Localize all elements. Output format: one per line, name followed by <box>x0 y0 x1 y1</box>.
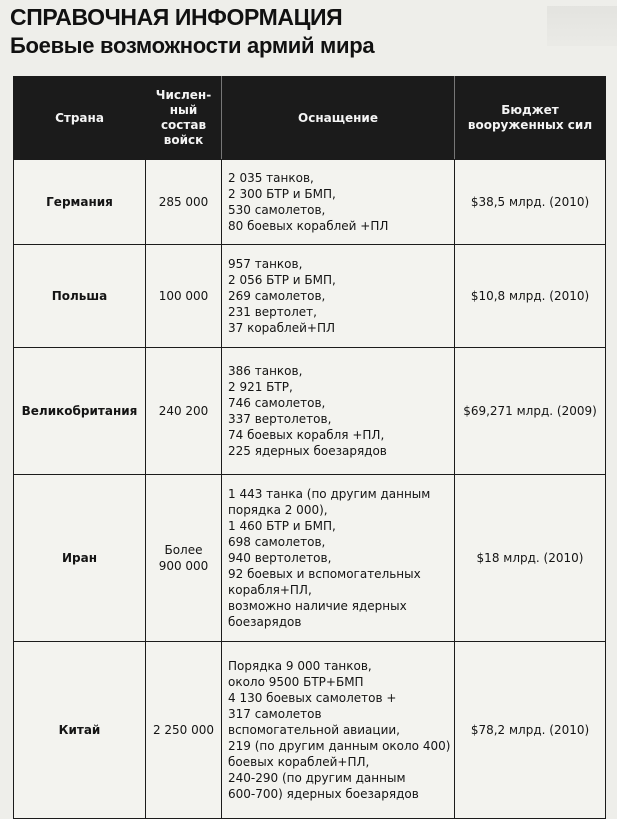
troops-line: 285 000 <box>158 195 209 209</box>
equipment-cell <box>222 475 455 642</box>
budget-cell: $18 млрд. (2010) <box>455 475 606 642</box>
troops-cell <box>146 475 222 642</box>
scan-bleed-through <box>547 6 617 46</box>
equipment-line: боевых кораблей+ПЛ, <box>228 755 370 769</box>
troops-line: 2 250 000 <box>152 723 215 737</box>
equipment-line: 219 (по другим данным около 400) <box>228 739 451 753</box>
troops-cell <box>146 160 222 245</box>
column-header-budget <box>455 77 606 160</box>
equipment-line: боезарядов <box>228 615 302 629</box>
equipment-line: 231 вертолет, <box>228 305 317 319</box>
table-row <box>14 642 606 819</box>
header-line: состав <box>160 118 207 132</box>
table-row <box>14 348 606 475</box>
equipment-line: порядка 2 000), <box>228 503 328 517</box>
equipment-cell <box>222 642 455 819</box>
troops-line: Более <box>164 543 203 557</box>
budget-cell: $38,5 млрд. (2010) <box>455 160 606 245</box>
equipment-line: 2 921 БТР, <box>228 380 293 394</box>
equipment-line: около 9500 БТР+БМП <box>228 675 364 689</box>
equipment-line: корабля+ПЛ, <box>228 583 312 597</box>
equipment-cell <box>222 245 455 348</box>
country-cell: Германия <box>14 160 146 245</box>
equipment-line: 746 самолетов, <box>228 396 326 410</box>
budget-cell: $10,8 млрд. (2010) <box>455 245 606 348</box>
equipment-line: 698 самолетов, <box>228 535 326 549</box>
column-header-troops <box>146 77 222 160</box>
troops-line: 240 200 <box>158 404 209 418</box>
header-line: Бюджет <box>501 103 559 117</box>
equipment-line: 957 танков, <box>228 257 303 271</box>
equipment-line: 2 056 БТР и БМП, <box>228 273 336 287</box>
equipment-line: Порядка 9 000 танков, <box>228 659 372 673</box>
column-header-country: Страна <box>14 77 146 160</box>
equipment-line: 2 300 БТР и БМП, <box>228 187 336 201</box>
header-line: ный <box>169 103 198 117</box>
equipment-line: 1 460 БТР и БМП, <box>228 519 336 533</box>
budget-cell: $78,2 млрд. (2010) <box>455 642 606 819</box>
equipment-line: вспомогательной авиации, <box>228 723 400 737</box>
army-capabilities-table <box>13 76 606 819</box>
equipment-line: 240-290 (по другим данным <box>228 771 406 785</box>
table-row <box>14 245 606 348</box>
equipment-line: 225 ядерных боезарядов <box>228 444 387 458</box>
equipment-line: 74 боевых корабля +ПЛ, <box>228 428 385 442</box>
troops-cell <box>146 348 222 475</box>
equipment-line: 4 130 боевых самолетов + <box>228 691 397 705</box>
budget-cell: $69,271 млрд. (2009) <box>455 348 606 475</box>
troops-line: 900 000 <box>158 559 209 573</box>
header-line: вооруженных сил <box>467 118 593 132</box>
equipment-line: 337 вертолетов, <box>228 412 332 426</box>
troops-line: 100 000 <box>158 289 209 303</box>
equipment-line: 940 вертолетов, <box>228 551 332 565</box>
table-row <box>14 475 606 642</box>
country-cell: Польша <box>14 245 146 348</box>
table-header-row <box>14 77 606 160</box>
column-header-equipment: Оснащение <box>222 77 455 160</box>
troops-cell <box>146 245 222 348</box>
equipment-line: 92 боевых и вспомогательных <box>228 567 421 581</box>
header-line: войск <box>163 133 204 147</box>
equipment-line: 37 кораблей+ПЛ <box>228 321 335 335</box>
equipment-line: 317 самолетов <box>228 707 322 721</box>
equipment-line: 80 боевых кораблей +ПЛ <box>228 219 389 233</box>
country-cell: Великобритания <box>14 348 146 475</box>
equipment-line: 269 самолетов, <box>228 289 326 303</box>
equipment-cell <box>222 348 455 475</box>
equipment-line: 1 443 танка (по другим данным <box>228 487 431 501</box>
equipment-line: 2 035 танков, <box>228 171 314 185</box>
table-row <box>14 160 606 245</box>
equipment-line: возможно наличие ядерных <box>228 599 407 613</box>
country-cell: Иран <box>14 475 146 642</box>
header-line: Числен- <box>155 88 212 102</box>
page-title: Боевые возможности армий мира <box>10 33 375 58</box>
equipment-cell <box>222 160 455 245</box>
section-heading: СПРАВОЧНАЯ ИНФОРМАЦИЯ <box>10 4 343 30</box>
equipment-line: 386 танков, <box>228 364 303 378</box>
country-cell: Китай <box>14 642 146 819</box>
equipment-line: 530 самолетов, <box>228 203 326 217</box>
troops-cell <box>146 642 222 819</box>
equipment-line: 600-700) ядерных боезарядов <box>228 787 419 801</box>
